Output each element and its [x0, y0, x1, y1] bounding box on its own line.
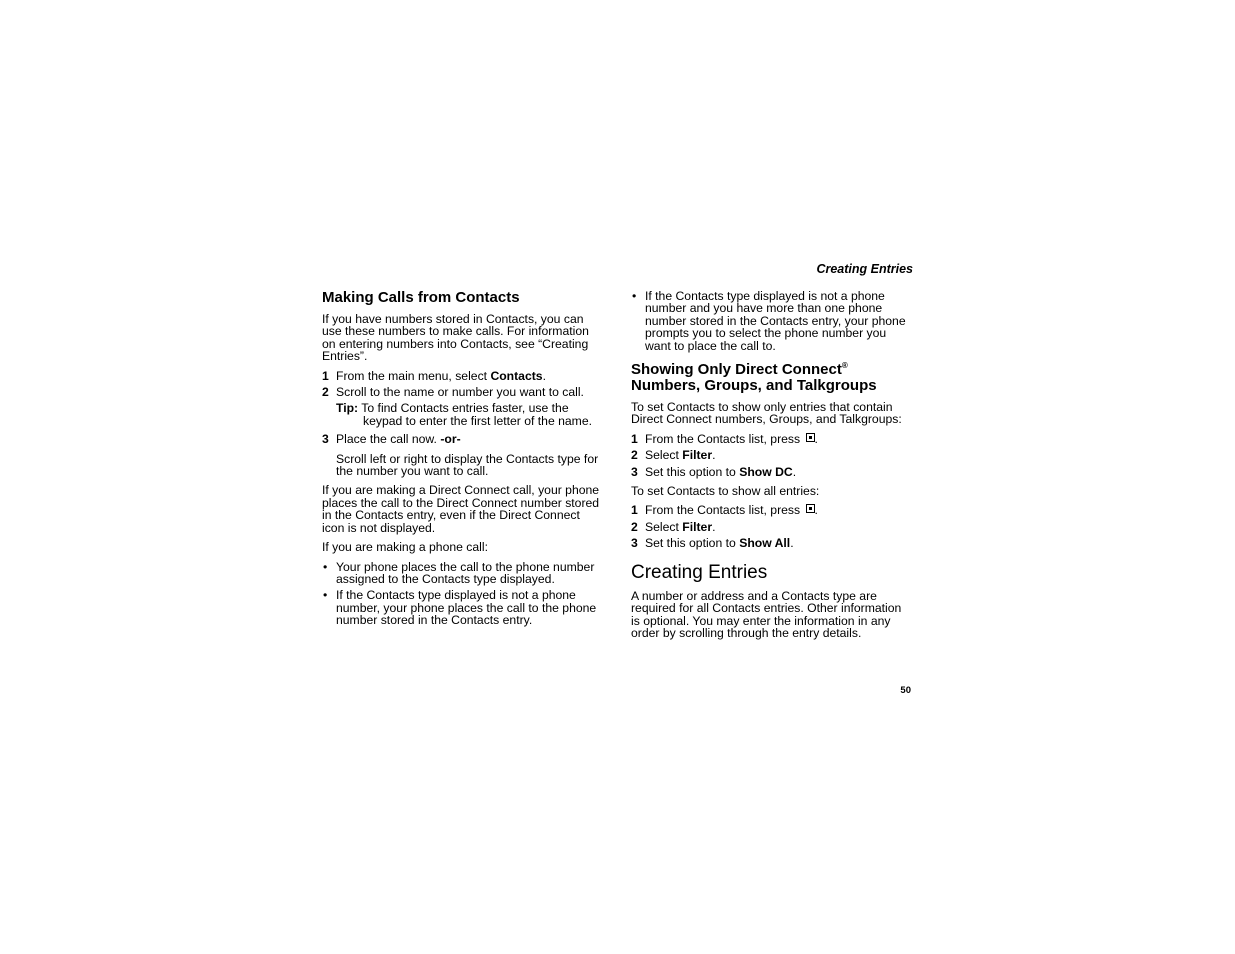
bullet-icon: • — [632, 289, 637, 303]
step-text-after: . — [712, 519, 716, 534]
step-bold: Filter — [682, 448, 713, 463]
show-all-step-3 — [631, 537, 913, 549]
bullet-text: If the Contacts type displayed is not a phone number and you have more than one phone number stored in the Contacts entry, your phone prompts you to select the phone number you want to place the call to. — [645, 289, 906, 353]
registered-mark: ® — [841, 361, 848, 371]
creating-entries-paragraph: A number or address and a Contacts type are required for all Contacts entries. Other information is optional. You may enter the information in any order by scrolling through the entry details. — [631, 588, 902, 640]
show-all-intro: To set Contacts to show all entries: — [631, 484, 820, 499]
tip-label: Tip: — [336, 401, 359, 416]
step-text: From the main menu, select — [336, 368, 491, 383]
step-text: Scroll to the name or number you want to call. — [336, 385, 584, 400]
step-text-after: . — [712, 448, 716, 463]
step-bold: Show All — [739, 536, 791, 551]
direct-connect-paragraph: If you are making a Direct Connect call, your phone places the call to the Direct Connect number stored in the Contacts entry, even if the Direct Connect icon is not displayed. — [322, 483, 600, 535]
menu-key-icon — [806, 504, 815, 513]
left-column — [322, 290, 604, 631]
bullet-text: Your phone places the call to the phone number assigned to the Contacts type displayed. — [336, 559, 595, 586]
show-dc-step-2 — [631, 449, 913, 461]
show-all-step-1 — [631, 504, 913, 516]
step-text-after: . — [792, 464, 797, 479]
step-1 — [322, 370, 604, 382]
menu-key-icon — [806, 433, 815, 442]
page-number: 50 — [900, 685, 911, 696]
step-bold: -or- — [440, 432, 461, 447]
tip-text: To find Contacts entries faster, use the keypad to enter the first letter of the name. — [361, 401, 592, 428]
show-dc-step-1 — [631, 433, 913, 445]
bullet-item — [631, 290, 913, 352]
step-text-after: . — [814, 431, 818, 446]
bullet-item — [322, 561, 604, 586]
section-heading-creating-entries: Creating Entries — [631, 561, 768, 583]
step-number: 2 — [322, 385, 329, 400]
bullet-item — [322, 589, 604, 626]
bullet-icon: • — [323, 559, 328, 574]
show-dc-step-3 — [631, 466, 913, 478]
step-number: 1 — [322, 368, 329, 383]
step-text: Place the call now. — [336, 432, 441, 447]
scroll-note: Scroll left or right to display the Contacts type for the number you want to call. — [336, 451, 599, 479]
section-heading-show-dc — [631, 362, 913, 394]
step-text: From the Contacts list, press — [645, 503, 804, 518]
intro-paragraph: If you have numbers stored in Contacts, you can use these numbers to make calls. For information on entering numbers into Contacts, see “Creating Entries”. — [322, 312, 589, 364]
show-all-step-2 — [631, 521, 913, 533]
step-text-after: . — [814, 503, 818, 518]
step-bold: Show DC — [739, 464, 793, 479]
step-text: Select — [645, 519, 683, 534]
step-text: Set this option to — [645, 464, 740, 479]
step-number: 1 — [631, 431, 638, 446]
heading-line-1: Showing Only Direct Connect — [631, 361, 842, 379]
right-column — [631, 290, 913, 646]
step-text: Select — [645, 448, 683, 463]
step-text-after: . — [790, 536, 794, 551]
show-dc-intro: To set Contacts to show only entries that contain Direct Connect numbers, Groups, and Talkgroups: — [631, 400, 902, 427]
step-text-after: . — [542, 368, 546, 383]
tip-note — [322, 402, 604, 427]
step-number: 3 — [322, 432, 329, 447]
section-heading-making-calls: Making Calls from Contacts — [322, 289, 520, 306]
step-number: 2 — [631, 519, 638, 534]
step-number: 1 — [631, 503, 638, 518]
heading-line-2: Numbers, Groups, and Talkgroups — [631, 377, 877, 395]
step-bold: Filter — [682, 519, 713, 534]
bullet-icon: • — [323, 588, 328, 603]
step-number: 3 — [631, 536, 638, 551]
step-text: Set this option to — [645, 536, 740, 551]
step-bold: Contacts — [490, 368, 543, 383]
step-number: 2 — [631, 448, 638, 463]
step-3 — [322, 433, 604, 445]
running-head: Creating Entries — [816, 262, 913, 276]
step-text: From the Contacts list, press — [645, 431, 804, 446]
step-number: 3 — [631, 464, 638, 479]
step-2 — [322, 386, 604, 398]
bullet-text: If the Contacts type displayed is not a phone number, your phone places the call to the phone number stored in the Contacts entry. — [336, 588, 597, 628]
phone-call-paragraph: If you are making a phone call: — [322, 540, 488, 555]
